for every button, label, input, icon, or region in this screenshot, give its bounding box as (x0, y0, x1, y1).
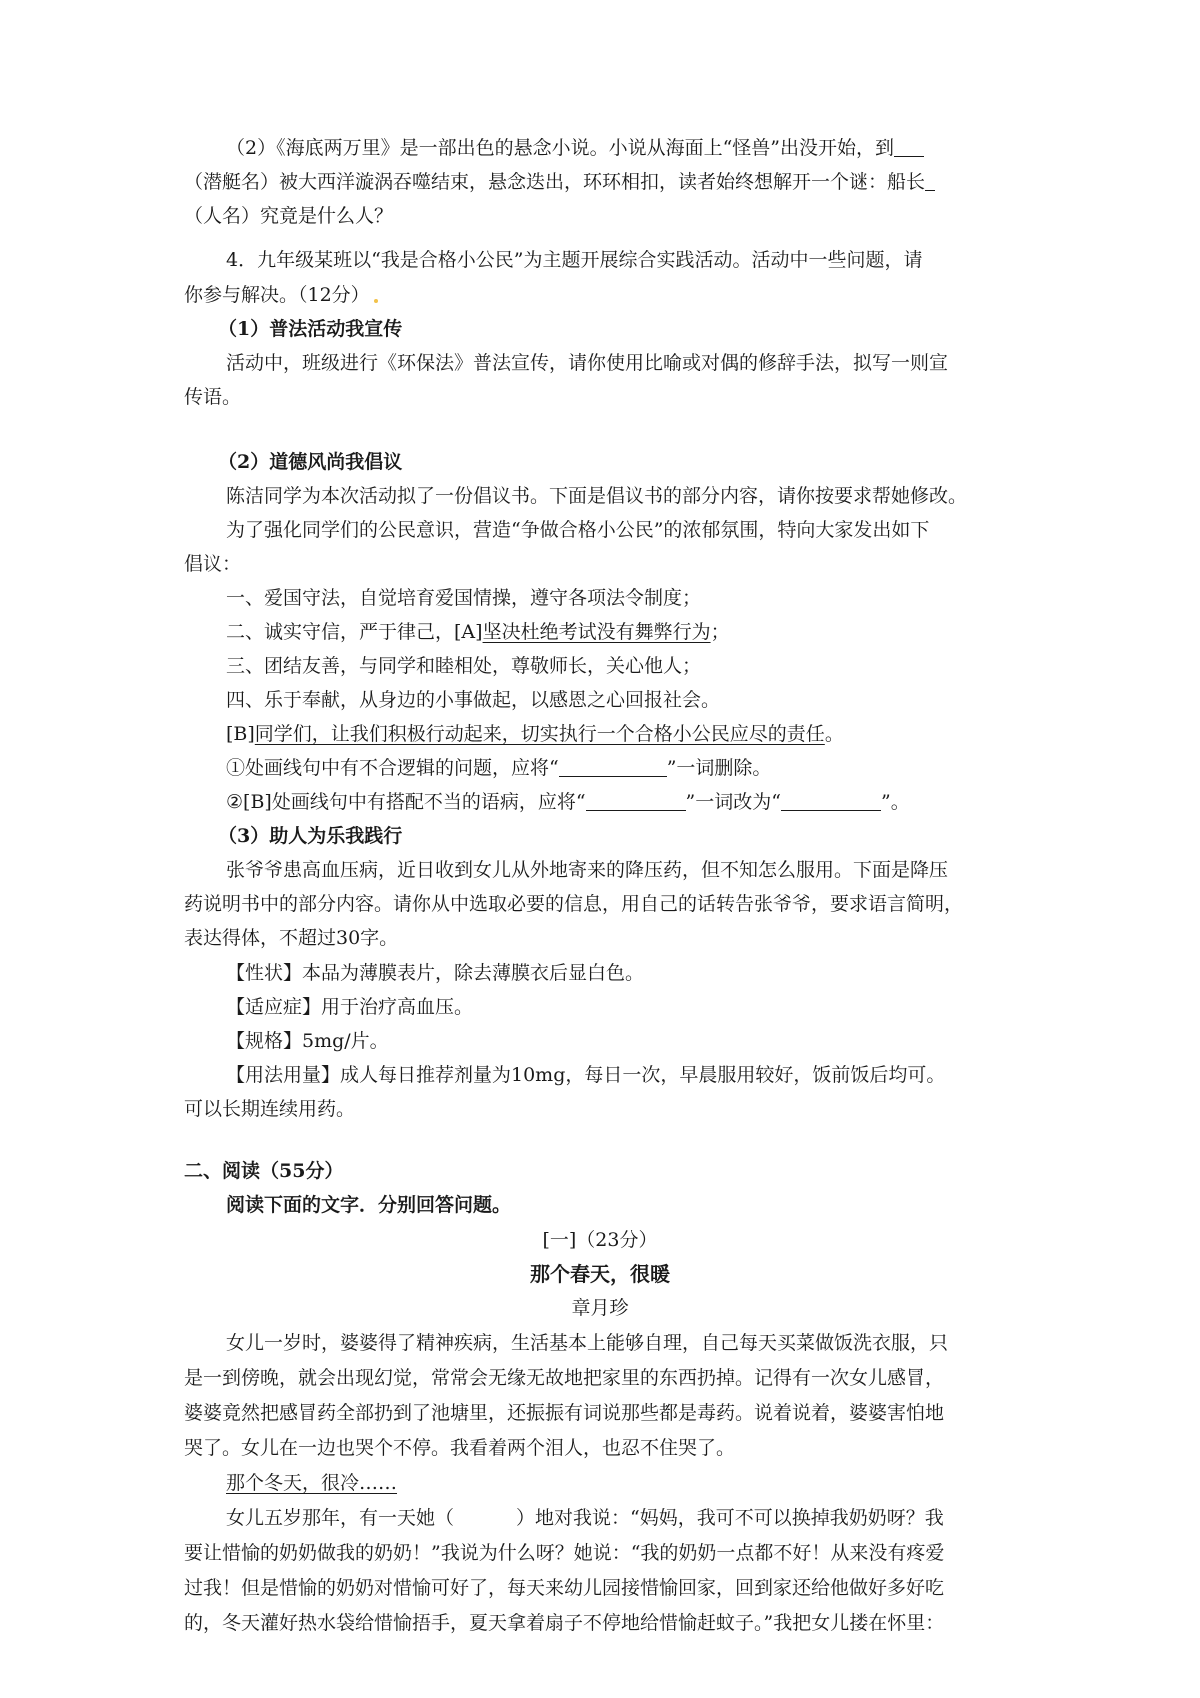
essay-line-8: 过我！但是惜愉的奶奶对惜愉可好了，每天来幼儿园接惜愉回家，回到家还给他做好多好吃 (184, 1577, 945, 1599)
manual-item-2: 【适应症】用于治疗高血压。 (226, 996, 474, 1018)
underlined-sentence-b: 同学们，让我们积极行动起来，切实执行一个合格小公民应尽的责任 (254, 723, 825, 745)
proposal-item-2: 二、诚实守信，严于律己，[A]坚决杜绝考试没有舞弊行为； (226, 621, 730, 643)
essay-title: 那个春天，很暖 (530, 1262, 670, 1286)
manual-item-3: 【规格】5mg/片。 (226, 1030, 389, 1052)
yellow-dot-mark (374, 299, 378, 303)
s2-line-1: 陈洁同学为本次活动拟了一份倡议书。下面是倡议书的部分内容，请你按要求帮她修改。 (226, 485, 968, 507)
q3-2-line-1: （2）《海底两万里》是一部出色的悬念小说。小说从海面上“怪兽”出没开始，到 (226, 132, 924, 164)
proposal-item-1: 一、爱国守法，自觉培育爱国情操，遵守各项法令制度； (226, 587, 702, 609)
manual-item-1: 【性状】本品为薄膜表片，除去薄膜衣后显白色。 (226, 962, 645, 984)
answer-blank-2 (586, 790, 686, 811)
q4-line-2: 你参与解决。（12分） (184, 279, 378, 311)
q3-2-line-2: （潜艇名）被大西洋漩涡吞噬结束，悬念迭出，环环相扣，读者始终想解开一个谜：船长 (184, 166, 935, 198)
part2-heading: 二、阅读（55分） (184, 1160, 344, 1182)
sub-question-1: ①处画线句中有不合逻辑的问题，应将“ ”一词删除。 (226, 757, 772, 779)
s3-line-1: 张爷爷患高血压病，近日收到女儿从外地寄来的降压药，但不知怎么服用。下面是降压 (226, 859, 949, 881)
answer-blank-captain (925, 170, 935, 191)
essay-line-1: 女儿一岁时，婆婆得了精神疾病，生活基本上能够自理，自己每天买菜做饭洗衣服，只 (226, 1332, 949, 1354)
essay-line-4: 哭了。女儿在一边也哭个不停。我看着两个泪人，也忍不住哭了。 (184, 1437, 736, 1459)
manual-item-5: 可以长期连续用药。 (184, 1098, 356, 1120)
s1-line-1: 活动中，班级进行《环保法》普法宣传，请你使用比喻或对偶的修辞手法，拟写一则宣 (226, 352, 949, 374)
essay-line-7: 要让惜愉的奶奶做我的奶奶！”我说为什么呀？她说：“我的奶奶一点都不好！从来没有疼爱 (184, 1542, 945, 1564)
essay-line-6: 女儿五岁那年，有一天她（ ）地对我说：“妈妈，我可不可以换掉我奶奶呀？我 (226, 1507, 944, 1529)
essay-line-5: 那个冬天，很冷…… (226, 1472, 398, 1494)
answer-blank-submarine (894, 136, 924, 157)
manual-item-4: 【用法用量】成人每日推荐剂量为10mg，每日一次，早晨服用较好，饭前饭后均可。 (226, 1064, 946, 1086)
q4-line-1: 4．九年级某班以“我是合格小公民”为主题开展综合实践活动。活动中一些问题，请 (226, 249, 923, 271)
part2-instruction: 阅读下面的文字．分别回答问题。 (226, 1194, 512, 1216)
s2-line-3: 倡议： (184, 553, 242, 575)
essay-line-3: 婆婆竟然把感冒药全部扔到了池塘里，还振振有词说那些都是毒药。说着说着，婆婆害怕地 (184, 1402, 945, 1424)
q3-2-line-3: （人名）究竟是什么人？ (184, 205, 394, 227)
underlined-sentence-a: 坚决杜绝考试没有舞弊行为 (482, 621, 711, 643)
s3-heading: （3）助人为乐我践行 (218, 825, 403, 847)
sub-question-2: ②[B]处画线句中有搭配不当的语病，应将“ ”一词改为“ ”。 (226, 791, 910, 813)
proposal-item-3: 三、团结友善，与同学和睦相处，尊敬师长，关心他人； (226, 655, 702, 677)
essay-line-2: 是一到傍晚，就会出现幻觉，常常会无缘无故地把家里的东西扔掉。记得有一次女儿感冒， (184, 1367, 945, 1389)
s3-line-3: 表达得体，不超过30字。 (184, 927, 399, 949)
s1-line-2: 传语。 (184, 386, 242, 408)
section-label: [一]（23分） (542, 1229, 658, 1251)
proposal-item-4: 四、乐于奉献，从身边的小事做起，以感恩之心回报社会。 (226, 689, 721, 711)
essay-author: 章月珍 (571, 1297, 629, 1319)
s1-heading: （1）普法活动我宣传 (218, 318, 403, 340)
essay-line-9: 的，冬天灌好热水袋给惜愉捂手，夏天拿着扇子不停地给惜愉赶蚊子。”我把女儿搂在怀里： (184, 1612, 945, 1634)
s2-heading: （2）道德风尚我倡议 (218, 451, 403, 473)
answer-blank-1 (559, 756, 667, 777)
s2-line-2: 为了强化同学们的公民意识，营造“争做合格小公民”的浓郁氛围，特向大家发出如下 (226, 519, 930, 541)
answer-blank-3 (781, 790, 881, 811)
s3-line-2: 药说明书中的部分内容。请你从中选取必要的信息，用自己的话转告张爷爷，要求语言简明， (184, 893, 964, 915)
proposal-item-b: [B]同学们，让我们积极行动起来，切实执行一个合格小公民应尽的责任。 (226, 723, 844, 745)
